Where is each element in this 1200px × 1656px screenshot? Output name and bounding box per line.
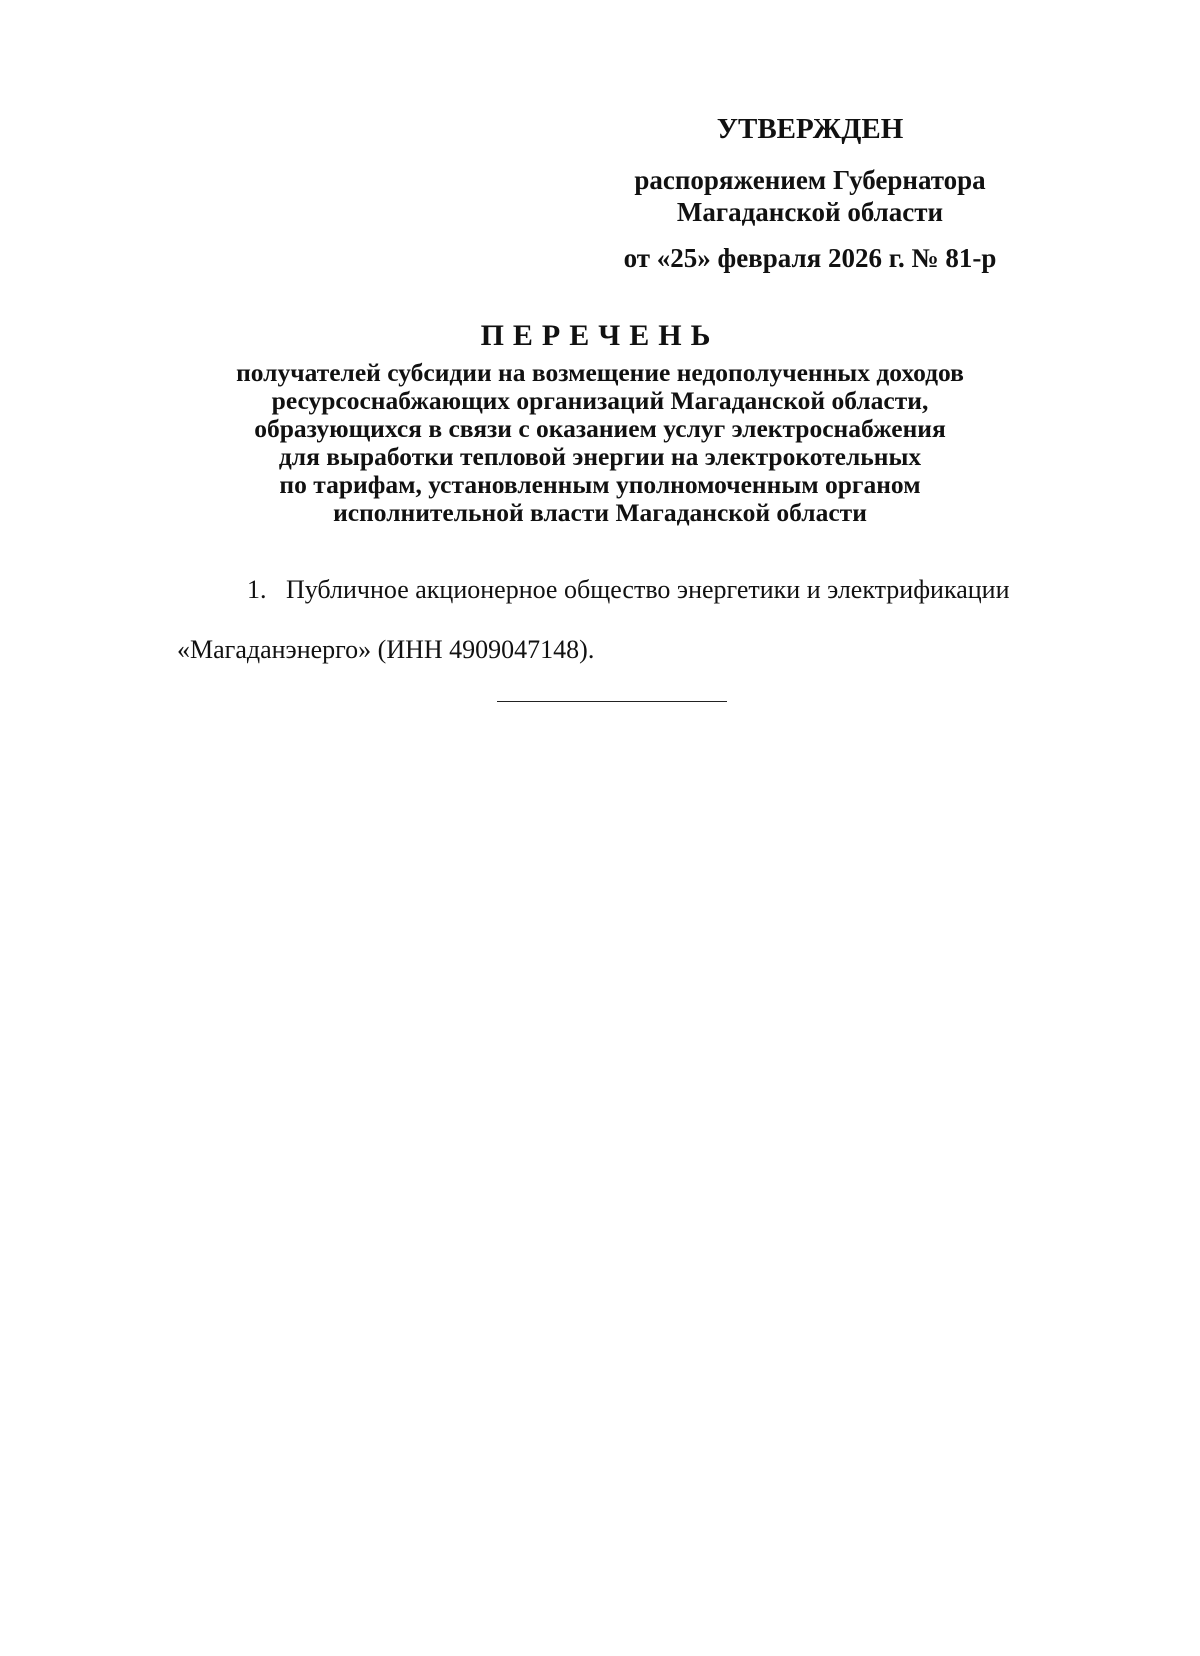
list-heading: ПЕРЕЧЕНЬ	[480, 319, 720, 352]
subtitle-line: по тарифам, установленным уполномоченным органом	[279, 470, 921, 499]
approval-authority-line: распоряжением Губернатора	[634, 165, 986, 195]
list-item-number: 1.	[247, 575, 267, 604]
subtitle-line: исполнительной власти Магаданской области	[333, 498, 867, 527]
subtitle-line: ресурсоснабжающих организаций Магаданской области,	[271, 386, 929, 415]
subtitle-line: для выработки тепловой энергии на электрокотельных	[278, 442, 922, 471]
approval-block	[610, 112, 1010, 274]
closing-divider-line	[497, 701, 727, 702]
subtitle-line: получателей субсидии на возмещение недополученных доходов	[236, 358, 964, 387]
subtitle-line: образующихся в связи с оказанием услуг электроснабжения	[254, 414, 946, 443]
approval-title: УТВЕРЖДЕН	[716, 113, 904, 145]
list-subtitle	[150, 359, 1050, 527]
approval-date-line: от «25» февраля 2026 г. № 81-р	[623, 243, 997, 273]
approval-region-line: Магаданской области	[676, 197, 944, 227]
list-item-continuation: «Магаданэнерго» (ИНН 4909047148).	[177, 635, 595, 664]
list-item	[177, 560, 1077, 680]
list-item-text: Публичное акционерное общество энергетики и электрификации	[286, 575, 1010, 604]
list-item-first-line	[177, 560, 1077, 620]
